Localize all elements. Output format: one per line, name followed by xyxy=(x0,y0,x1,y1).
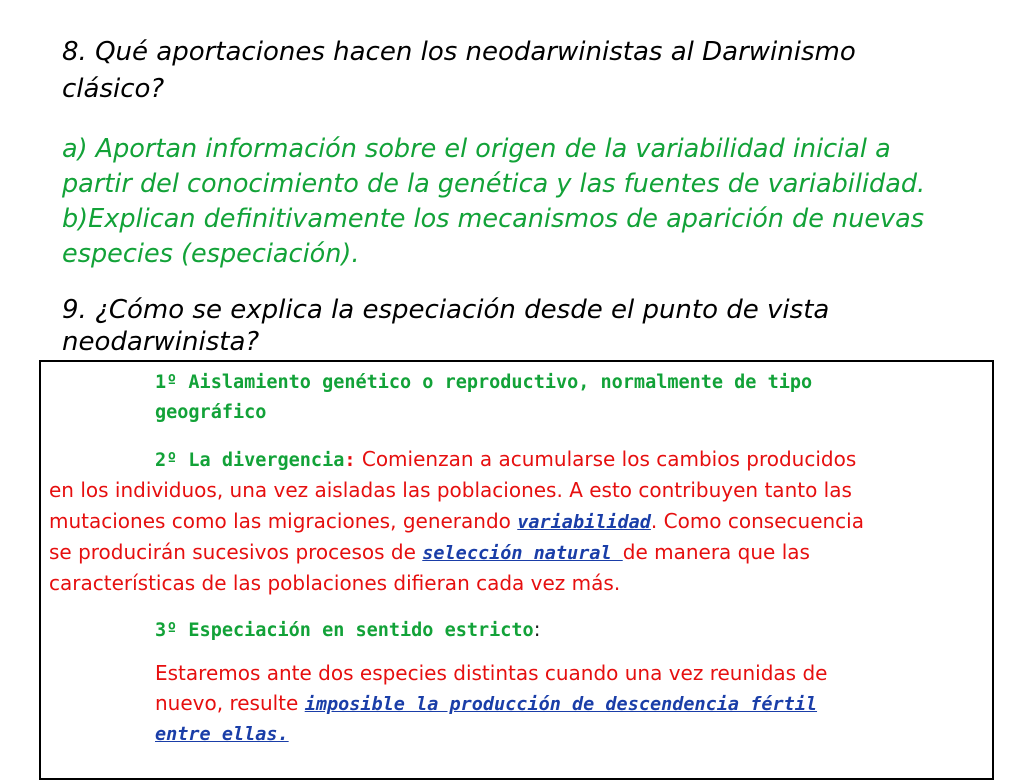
question-9-title-line1: 9. ¿Cómo se explica la especiación desde el punto de vista xyxy=(62,295,830,325)
answer-line: a) Aportan información sobre el origen de la variabilidad inicial a xyxy=(62,134,891,164)
step3-heading: 3º Especiación en sentido estricto xyxy=(155,620,534,641)
speciation-answer-box xyxy=(39,360,994,780)
question-8-title-line1: 8. Qué aportaciones hacen los neodarwinistas al Darwinismo xyxy=(62,37,856,67)
question-9-title-line2: neodarwinista? xyxy=(62,327,260,357)
step1-line2: geográfico xyxy=(155,402,267,423)
step2-line1 xyxy=(155,444,856,476)
step2-line4-post: de manera que las xyxy=(622,540,810,564)
step2-colon: : xyxy=(344,450,356,471)
step2-heading: 2º La divergencia xyxy=(155,450,345,471)
seleccion-natural-link[interactable]: selección natural xyxy=(422,543,623,564)
step2-line3-pre: mutaciones como las migraciones, generando xyxy=(49,509,518,533)
variabilidad-link[interactable]: variabilidad xyxy=(517,512,651,533)
step2-line2: en los individuos, una vez aisladas las poblaciones. A esto contribuyen tanto las xyxy=(49,478,852,502)
answer-line: b)Explican definitivamente los mecanismos de aparición de nuevas xyxy=(62,204,925,234)
step1-line1: 1º Aislamiento genético o reproductivo, normalmente de tipo xyxy=(155,372,813,393)
step3-colon: : xyxy=(533,617,541,641)
step3-heading-line xyxy=(155,614,540,646)
answer-line: partir del conocimiento de la genética y las fuentes de variabilidad. xyxy=(62,169,926,199)
answer-line: especies (especiación). xyxy=(62,239,360,269)
step2-line4-pre: se producirán sucesivos procesos de xyxy=(49,540,423,564)
imposible-link[interactable]: imposible la producción de descendencia fértil xyxy=(304,694,818,715)
step3-line2-pre: nuevo, resulte xyxy=(155,691,305,715)
step3-line3 xyxy=(155,718,289,750)
question-8-answer xyxy=(62,132,992,272)
step2-line3-post: . Como consecuencia xyxy=(650,509,864,533)
entre-ellas-link[interactable]: entre ellas. xyxy=(155,724,289,745)
step2-line4 xyxy=(49,537,810,569)
step3-line1: Estaremos ante dos especies distintas cuando una vez reunidas de xyxy=(155,661,828,685)
question-8-title xyxy=(62,34,962,108)
question-8-title-line2: clásico? xyxy=(62,74,165,104)
question-9-title xyxy=(62,294,984,358)
step2-line5: características de las poblaciones difieran cada vez más. xyxy=(49,571,621,595)
step2-line3 xyxy=(49,506,864,538)
step3-line2 xyxy=(155,688,817,720)
step2-line1-text: Comienzan a acumularse los cambios producidos xyxy=(361,447,857,471)
